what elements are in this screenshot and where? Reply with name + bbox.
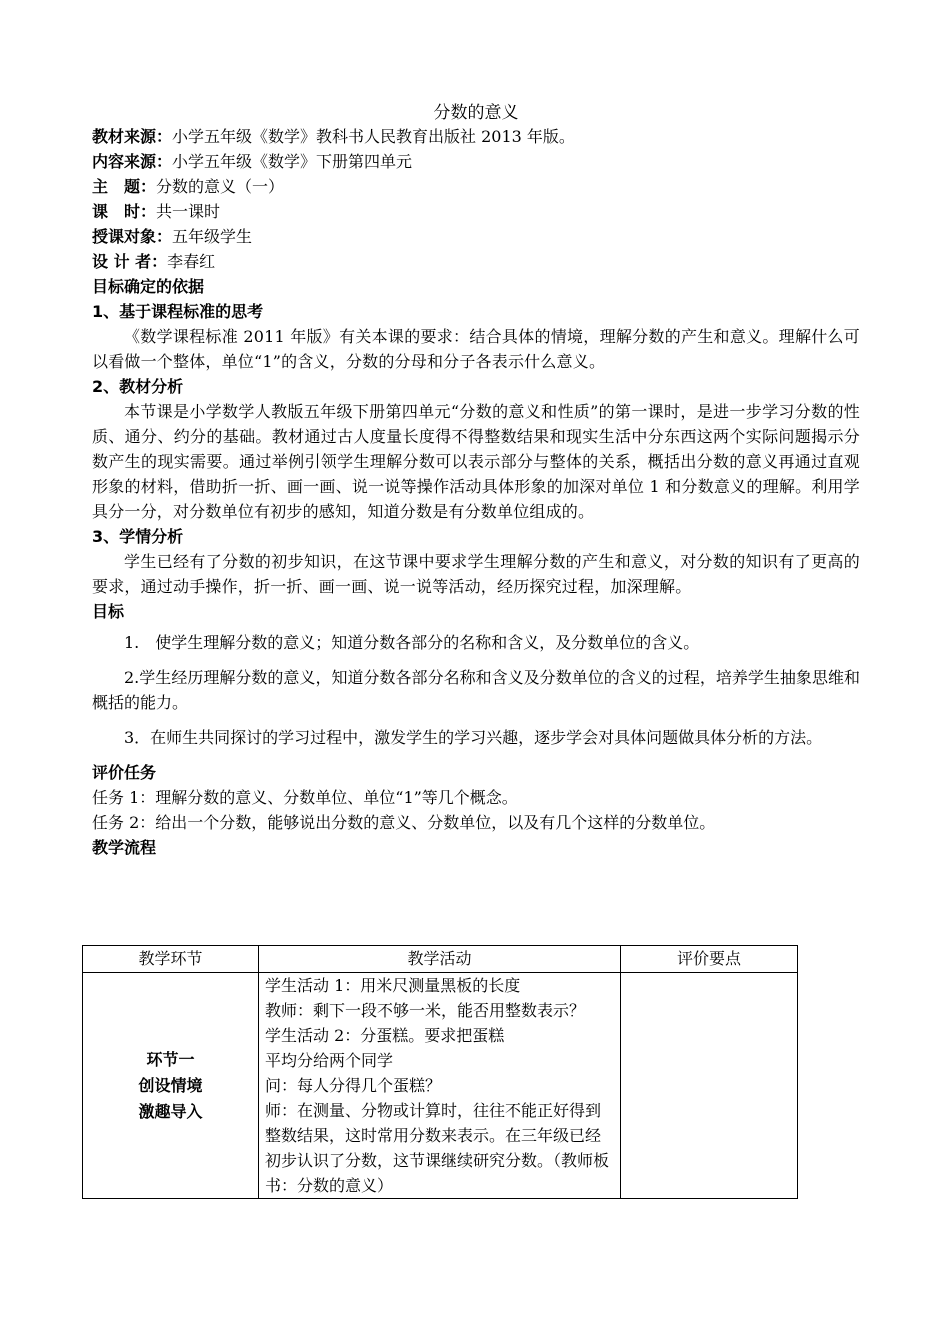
section-3-text: 学生已经有了分数的初步知识，在这节课中要求学生理解分数的产生和意义，对分数的知识有了更高的要求，通过动手操作，折一折、画一画、说一说等活动，经历探究过程，加深理解。: [92, 552, 860, 596]
meta-label: 设 计 者：: [92, 252, 168, 271]
section-1-text: 《数学课程标准 2011 年版》有关本课的要求：结合具体的情境，理解分数的产生和意义。理解什么可以看做一个整体，单位“1”的含义，分数的分母和分子各表示什么意义。: [92, 327, 860, 371]
activity-cell: [259, 973, 621, 1199]
stage-line: 激趣导入: [138, 1101, 203, 1121]
flow-heading: 教学流程: [92, 838, 157, 857]
task-item: 任务 1：理解分数的意义、分数单位、单位“1”等几个概念。: [92, 788, 518, 807]
meta-topic: [92, 174, 860, 199]
meta-label: 课 时：: [92, 202, 157, 221]
meta-value: 小学五年级《数学》下册第四单元: [172, 152, 413, 171]
evaluation-cell: [620, 973, 797, 1199]
stage-line: 创设情境: [138, 1075, 203, 1095]
section-2-heading: 2、教材分析: [92, 377, 184, 396]
meta-textbook-source: [92, 124, 860, 149]
basis-heading: 目标确定的依据: [92, 277, 205, 296]
meta-content-source: [92, 149, 860, 174]
meta-label: 教材来源：: [92, 127, 173, 146]
meta-label: 主 题：: [92, 177, 157, 196]
header-activity: 教学活动: [259, 946, 621, 973]
goal-item: 3．在师生共同探讨的学习过程中，激发学生的学习兴趣，逐步学会对具体问题做具体分析的方法。: [124, 728, 823, 747]
activity-line: 学生活动 2：分蛋糕。要求把蛋糕: [265, 1026, 505, 1045]
activity-line: 学生活动 1：用米尺测量黑板的长度: [265, 976, 521, 995]
activity-line: 师：在测量、分物或计算时，往往不能正好得到整数结果，这时常用分数来表示。在三年级已经初步认识了分数，这节课继续研究分数。（教师板书：分数的意义）: [265, 1101, 610, 1195]
task-item: 任务 2：给出一个分数，能够说出分数的意义、分数单位，以及有几个这样的分数单位。: [92, 813, 716, 832]
table-row: [83, 973, 798, 1199]
meta-value: 李春红: [167, 252, 216, 271]
teaching-flow-table: [82, 945, 798, 1199]
document-title: 分数的意义: [433, 103, 519, 123]
table-header-row: [83, 946, 798, 973]
header-stage: 教学环节: [83, 946, 259, 973]
activity-line: 教师：剩下一段不够一米，能否用整数表示？: [265, 1001, 586, 1020]
section-3-heading: 3、学情分析: [92, 527, 184, 546]
meta-label: 内容来源：: [92, 152, 173, 171]
meta-label: 授课对象：: [92, 227, 173, 246]
evaluation-heading: 评价任务: [92, 763, 157, 782]
activity-line: 问：每人分得几个蛋糕？: [265, 1076, 442, 1095]
goal-item: 1. 使学生理解分数的意义；知道分数各部分的名称和含义，及分数单位的含义。: [124, 633, 700, 652]
document-page: [92, 100, 860, 860]
meta-value: 共一课时: [156, 202, 221, 221]
meta-audience: [92, 224, 860, 249]
meta-class-hours: [92, 199, 860, 224]
goals-heading: 目标: [92, 602, 125, 621]
header-evaluation: 评价要点: [620, 946, 797, 973]
meta-value: 分数的意义（一）: [156, 177, 285, 196]
stage-line: 环节一: [146, 1049, 195, 1069]
section-1-heading: 1、基于课程标准的思考: [92, 302, 264, 321]
meta-value: 五年级学生: [172, 227, 253, 246]
meta-designer: [92, 249, 860, 274]
meta-value: 小学五年级《数学》教科书人民教育出版社 2013 年版。: [172, 127, 575, 146]
goal-item: 2.学生经历理解分数的意义，知道分数各部分名称和含义及分数单位的含义的过程，培养学生抽象思维和概括的能力。: [92, 668, 860, 712]
section-2-text: 本节课是小学数学人教版五年级下册第四单元“分数的意义和性质”的第一课时，是进一步学习分数的性质、通分、约分的基础。教材通过古人度量长度得不得整数结果和现实生活中分东西这两个实际问题揭示分数产生的现实需要。通过举例引领学生理解分数可以表示部分与整体的关系，概括出分数的意义再通过直观形象的材料，借助折一折、画一画、说一说等操作活动具体形象的加深对单位 1 和分数意义的理解。利用学具分一分，对分数单位有初步的感知，知道分数是有分数单位组成的。: [92, 402, 860, 521]
stage-cell: [83, 973, 259, 1199]
activity-line: 平均分给两个同学: [265, 1051, 394, 1070]
